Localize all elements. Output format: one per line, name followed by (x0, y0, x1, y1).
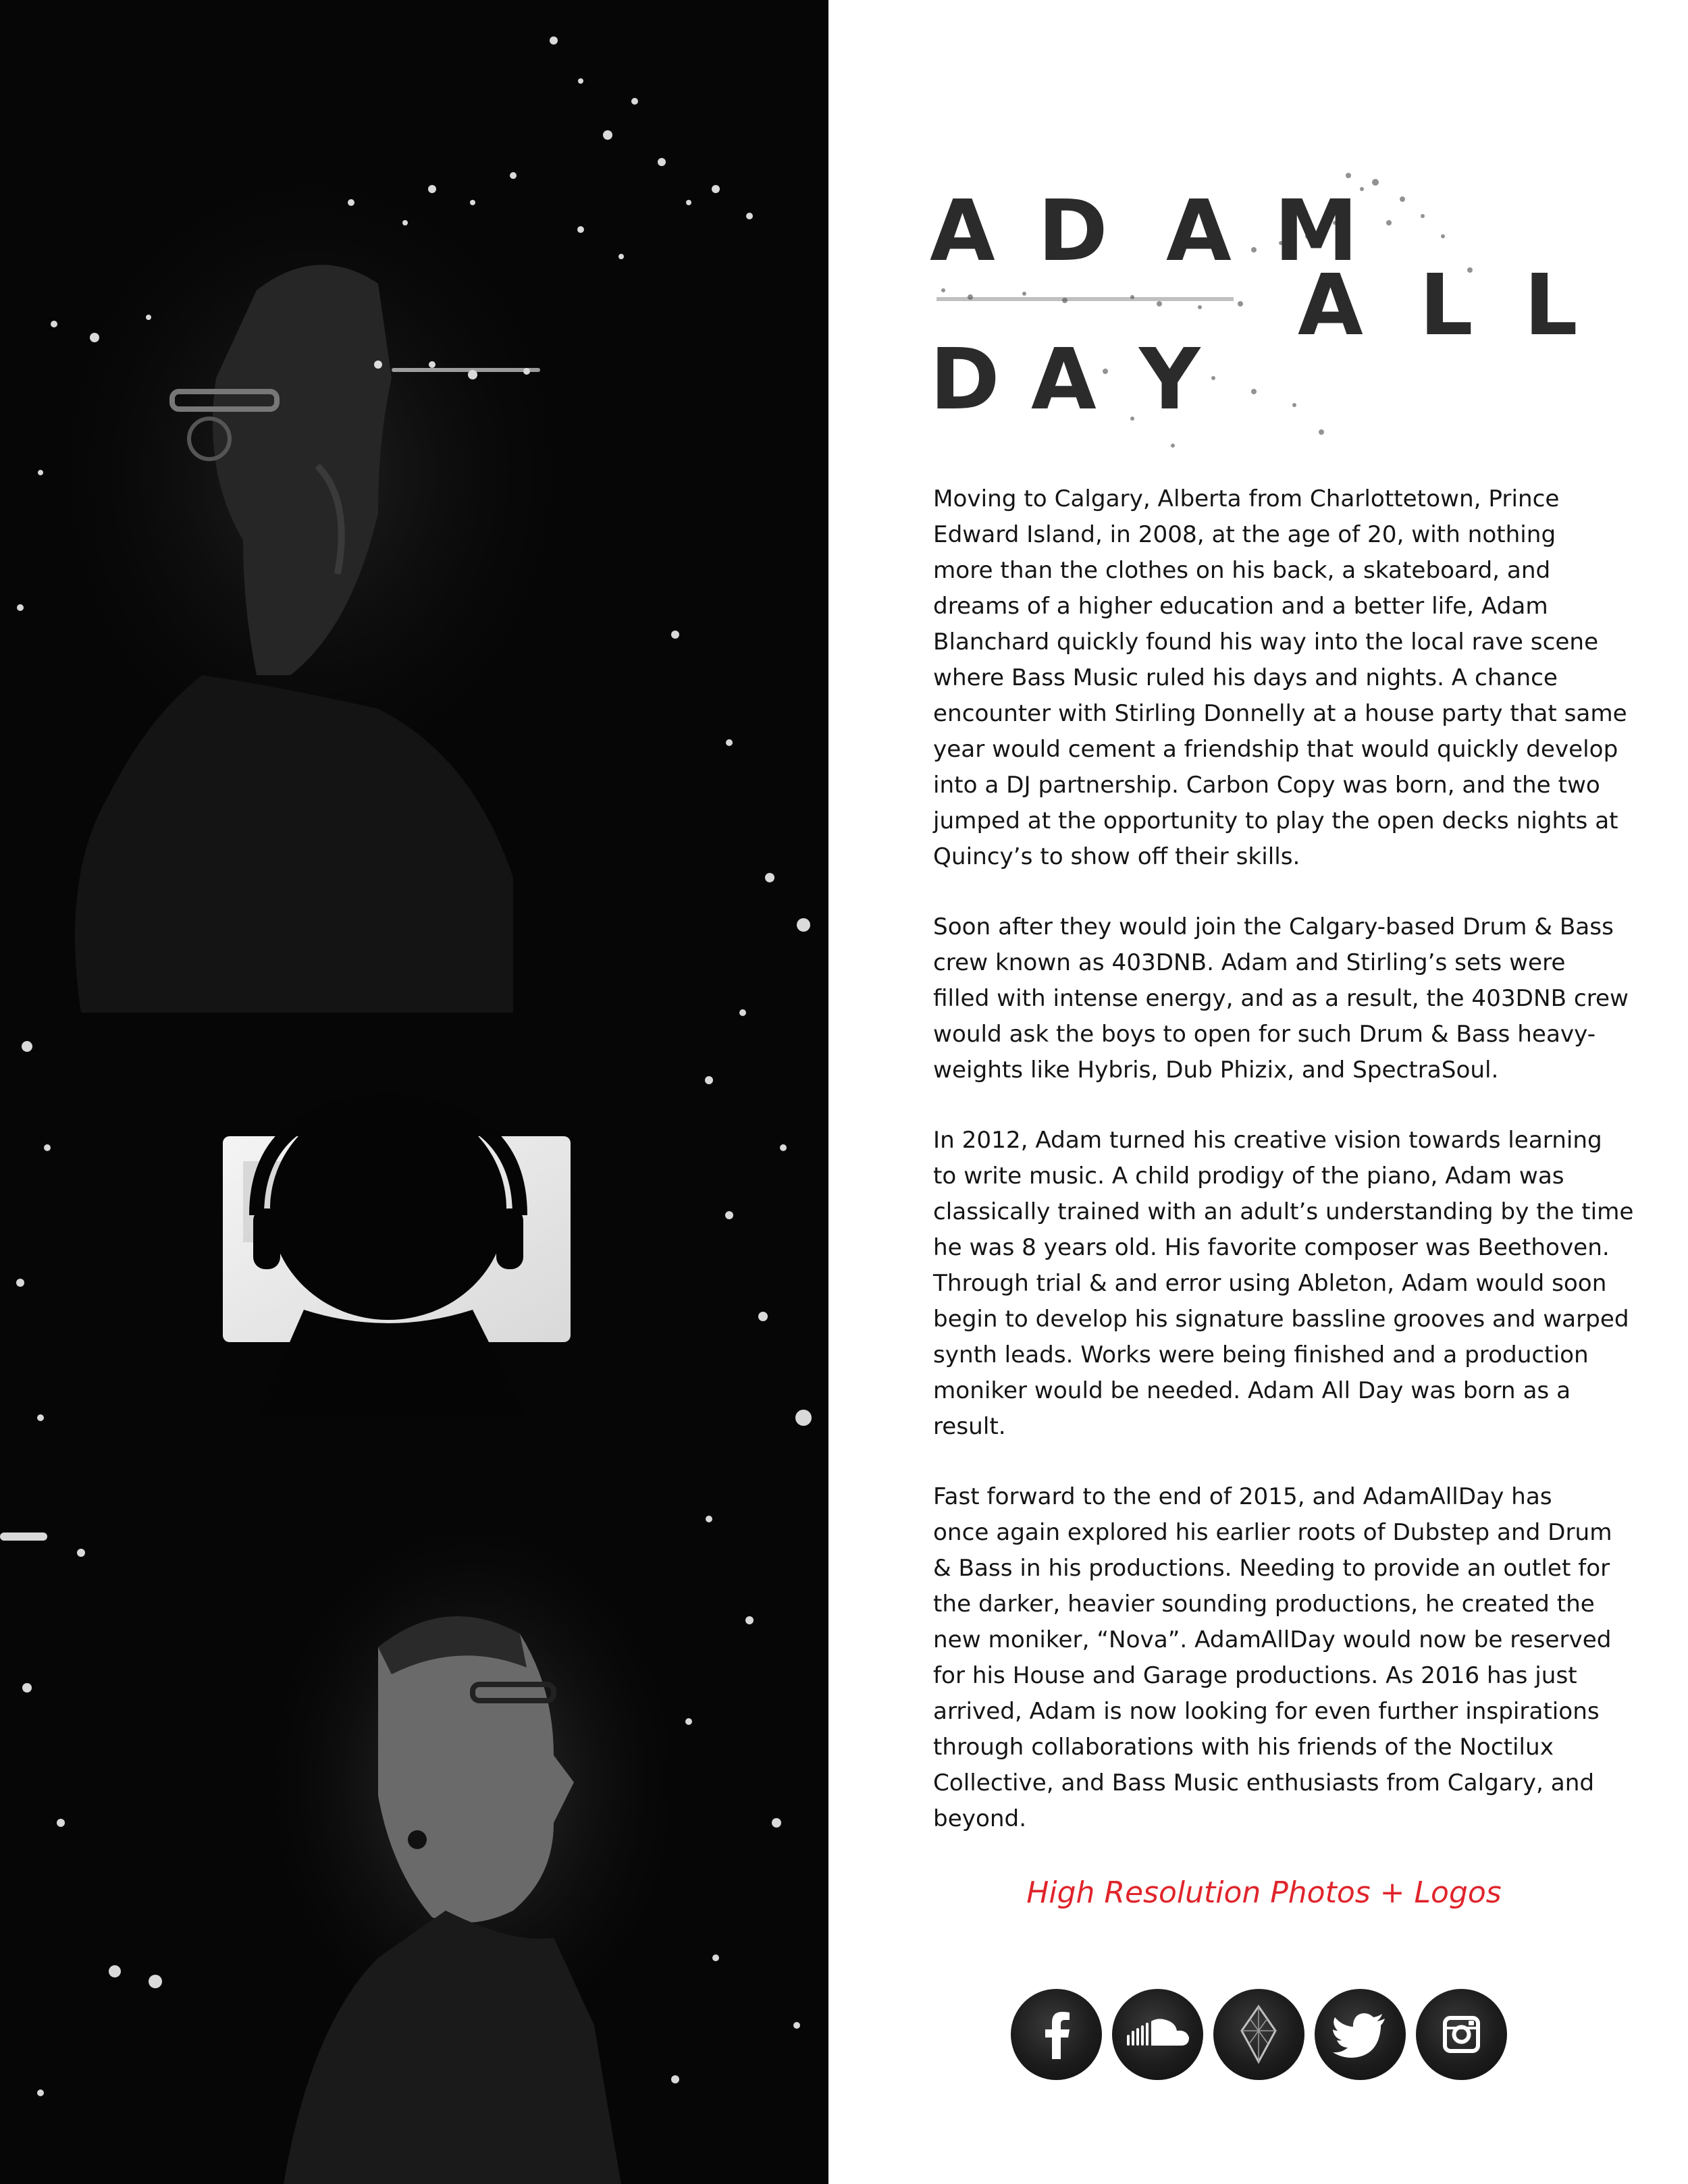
text-line: Fast forward to the end of 2015, and AdamAllDay has (933, 1483, 1552, 1510)
text-line: encounter with Stirling Donnelly at a house party that same (933, 700, 1627, 727)
bio-paragraph (933, 1479, 1612, 1837)
text-line: Collective, and Bass Music enthusiasts from Calgary, and (933, 1769, 1595, 1796)
text-line: weights like Hybris, Dub Phizix, and SpectraSoul. (933, 1057, 1499, 1084)
text-line: arrived, Adam is now looking for even further inspirations (933, 1698, 1600, 1725)
instagram-icon (1416, 1989, 1507, 2080)
text-line: Blanchard quickly found his way into the local rave scene (933, 629, 1599, 656)
text-line: Moving to Calgary, Alberta from Charlottetown, Prince (933, 485, 1560, 512)
bio-paragraph (933, 1123, 1634, 1445)
twitter-button[interactable] (1315, 1989, 1406, 2080)
text-line: crew known as 403DNB. Adam and Stirling’s sets were (933, 949, 1566, 976)
text-line: dreams of a higher education and a better life, Adam (933, 593, 1548, 620)
text-line: for his House and Garage productions. As 2016 has just (933, 1662, 1577, 1689)
text-line: result. (933, 1413, 1006, 1440)
logo-letter: L (1524, 257, 1578, 354)
text-line: year would cement a friendship that would quickly develop (933, 736, 1618, 763)
text-line: into a DJ partnership. Carbon Copy was born, and the two (933, 772, 1600, 799)
text-line: he was 8 years old. His favorite composer was Beethoven. (933, 1234, 1610, 1261)
portrait-top (27, 135, 594, 1013)
text-line: begin to develop his signature bassline grooves and warped (933, 1306, 1629, 1333)
text-line: the darker, heavier sounding productions, he created the (933, 1591, 1595, 1618)
text-line: synth leads. Works were being finished and a production (933, 1341, 1589, 1368)
facebook-icon (1011, 1989, 1102, 2080)
text-line: more than the clothes on his back, a skateboard, and (933, 557, 1551, 584)
logo-letter: A (1298, 257, 1363, 354)
text-line: would ask the boys to open for such Drum & Bass heavy- (933, 1021, 1596, 1048)
social-links (1011, 1989, 1507, 2080)
crystal-logo-button[interactable] (1213, 1989, 1304, 2080)
text-line: jumped at the opportunity to play the open decks nights at (933, 807, 1618, 834)
portrait-bottom (250, 1499, 695, 2184)
text-line: beyond. (933, 1805, 1027, 1832)
logo-letter: D (1038, 182, 1108, 280)
bio-paragraph (933, 481, 1627, 875)
text-line: to write music. A child prodigy of the piano, Adam was (933, 1163, 1564, 1190)
text-line: Quincy’s to show off their skills. (933, 843, 1300, 870)
facebook-button[interactable] (1011, 1989, 1102, 2080)
logo-letter: A (930, 182, 995, 280)
text-line: Edward Island, in 2008, at the age of 20, with nothing (933, 521, 1556, 548)
text-line: moniker would be needed. Adam All Day was born as a (933, 1377, 1571, 1404)
twitter-icon (1315, 1989, 1406, 2080)
text-line: & Bass in his productions. Needing to provide an outlet for (933, 1555, 1610, 1582)
soundcloud-icon (1112, 1989, 1203, 2080)
logo-letter: M (1274, 182, 1359, 280)
soundcloud-button[interactable] (1112, 1989, 1203, 2080)
adam-all-day-logo (930, 162, 1598, 466)
crystal-logo-icon (1213, 1989, 1304, 2080)
text-line: where Bass Music ruled his days and nights. A chance (933, 664, 1558, 691)
text-line: In 2012, Adam turned his creative vision towards learning (933, 1127, 1602, 1154)
logo-letter: A (1031, 331, 1097, 429)
high-res-photos-link[interactable]: High Resolution Photos + Logos (1026, 1875, 1502, 1910)
text-line: once again explored his earlier roots of Dubstep and Drum (933, 1519, 1612, 1546)
bio-text (933, 481, 1634, 1871)
logo-letter: Y (1139, 331, 1201, 429)
text-line: through collaborations with his friends of the Noctilux (933, 1734, 1554, 1761)
instagram-button[interactable] (1416, 1989, 1507, 2080)
text-line: filled with intense energy, and as a result, the 403DNB crew (933, 985, 1629, 1012)
text-line: new moniker, “Nova”. AdamAllDay would now be reserved (933, 1626, 1612, 1653)
logo-spray-texture (930, 162, 1598, 466)
logo-letter: D (930, 331, 1000, 429)
text-line: Soon after they would join the Calgary-based Drum & Bass (933, 913, 1614, 940)
photo-collage (0, 0, 828, 2184)
logo-letter: L (1419, 257, 1473, 354)
text-line: classically trained with an adult’s understanding by the time (933, 1198, 1634, 1225)
text-line: Through trial & and error using Ableton, Adam would soon (933, 1270, 1607, 1297)
bio-paragraph (933, 909, 1629, 1088)
logo-letter: A (1166, 182, 1232, 280)
portrait-headphones (223, 1097, 571, 1418)
photo-collage-art (0, 0, 828, 2184)
